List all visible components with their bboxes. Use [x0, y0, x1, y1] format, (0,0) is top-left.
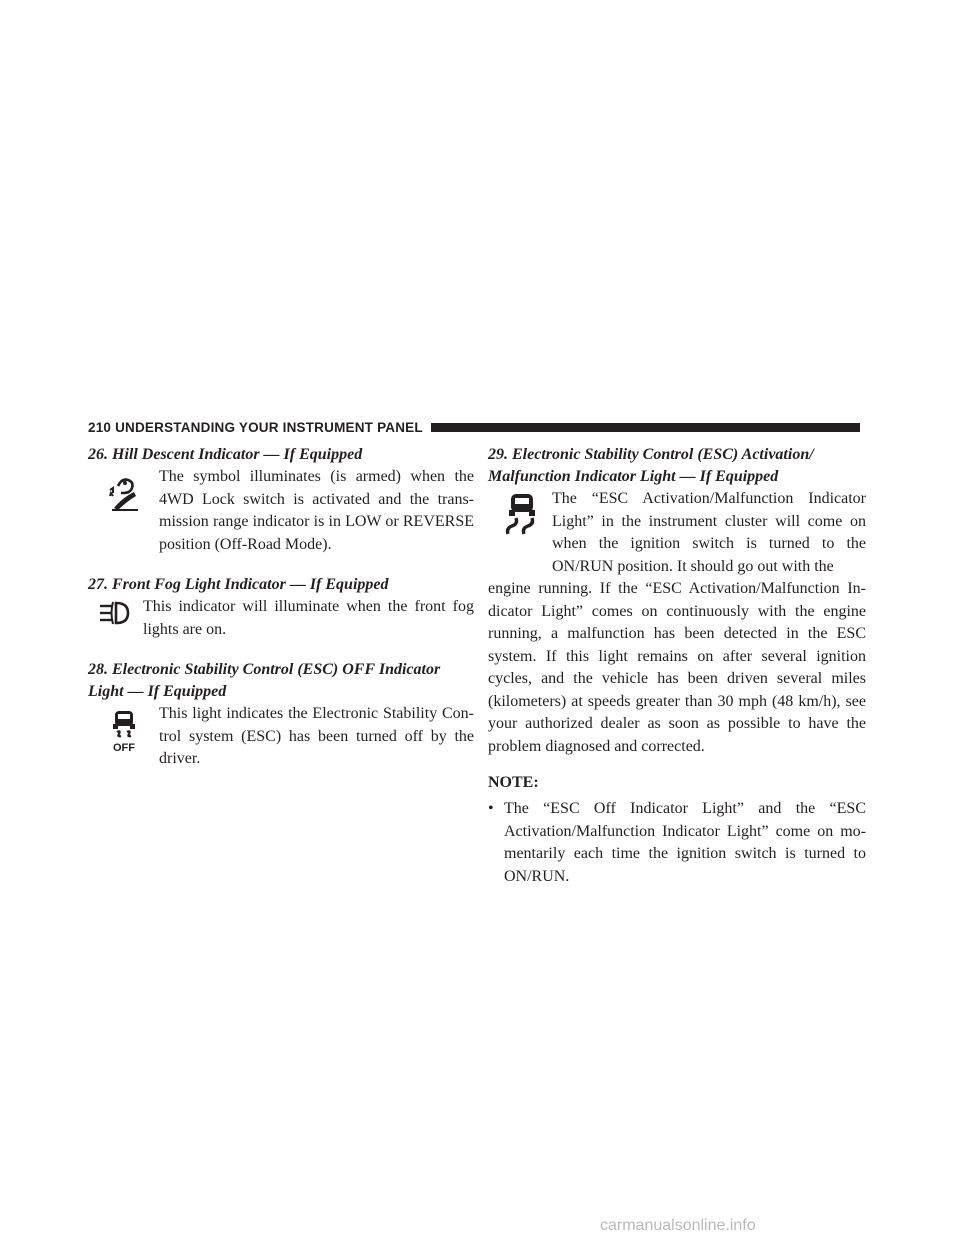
section-27: [88, 574, 474, 641]
hill-descent-icon: [106, 474, 140, 514]
section-29-body-rest: engine running. If the “ESC Activation/Malfunction In-dicator Light” comes on continuously with the engine running, a malfunction has been detected in the ESC system. If this light remains on after several ignition cycles, and the vehicle has been driven several miles (kilometers) at speeds greater than 30 mph (48 km/h), see your authorized dealer as soon as possible to have the problem diagnosed and corrected.: [488, 580, 866, 755]
bullet-marker: •: [488, 800, 494, 817]
section-28-body: This light indicates the Electronic Stability Con-trol system (ESC) has been turned off by the driver.: [159, 705, 474, 767]
left-column: [88, 444, 474, 771]
section-26: [88, 444, 474, 556]
section-27-heading: 27. Front Fog Light Indicator — If Equipped: [88, 576, 389, 593]
section-27-body: This indicator will illuminate when the front fog lights are on.: [143, 598, 474, 638]
note-block: [488, 772, 866, 888]
section-29: [488, 444, 866, 758]
section-26-body: The symbol illuminates (is armed) when the 4WD Lock switch is activated and the trans-mission range indicator is in LOW or REVERSE position (Off-Road Mode).: [159, 468, 474, 553]
watermark: carmanualsonline.info: [600, 1217, 756, 1234]
section-29-heading-line2: Malfunction Indicator Light — If Equipped: [488, 468, 779, 485]
page-header-title: 210 UNDERSTANDING YOUR INSTRUMENT PANEL: [88, 419, 423, 435]
front-fog-light-icon: [98, 600, 130, 626]
header-rule: [431, 423, 860, 432]
esc-off-icon-label: OFF: [113, 742, 135, 753]
page-header: [88, 418, 860, 436]
section-26-heading: 26. Hill Descent Indicator — If Equipped: [88, 446, 363, 463]
section-29-body-intro: The “ESC Activation/Malfunction Indicator Light” in the instrument cluster will come on when the ignition switch is turned to the ON/RUN position. It should go out with the: [552, 490, 866, 575]
note-title: NOTE:: [488, 774, 539, 791]
section-28-heading-line1: 28. Electronic Stability Control (ESC) OFF Indicator: [88, 661, 441, 678]
note-bullet-item: [488, 798, 866, 888]
esc-off-icon: [108, 709, 140, 753]
section-29-heading-line1: 29. Electronic Stability Control (ESC) Activation/: [488, 446, 814, 463]
right-column: [488, 444, 866, 888]
esc-activation-icon: [502, 492, 542, 536]
section-28-heading-line2: Light — If Equipped: [88, 683, 227, 700]
section-28: [88, 659, 474, 771]
note-bullet-text: The “ESC Off Indicator Light” and the “ESC Activation/Malfunction Indicator Light” come on mo-mentarily each time the ignition switch is turned to ON/RUN.: [504, 800, 866, 885]
